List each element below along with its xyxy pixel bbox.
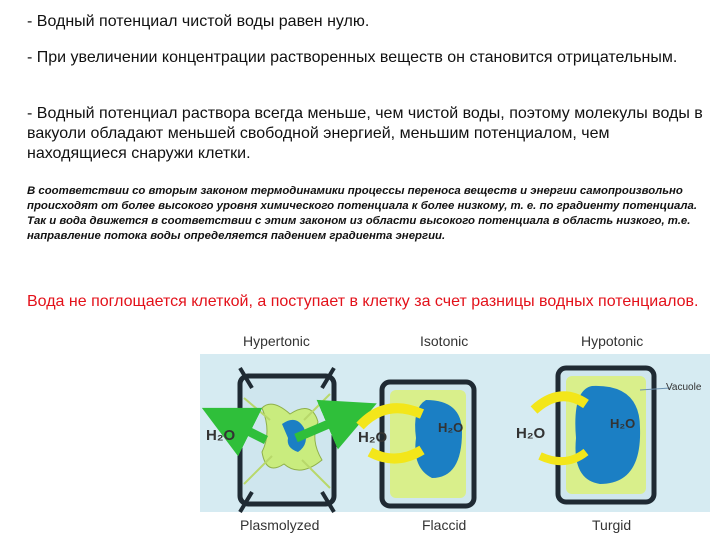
label-hypertonic: Hypertonic xyxy=(243,333,310,349)
label-hypotonic: Hypotonic xyxy=(581,333,644,349)
water-label-hypertonic: H₂O xyxy=(206,427,236,444)
paragraph-thermodynamics: В соответствии со вторым законом термодинамики процессы переноса веществ и энергии самопроизвольно происходят от более высокого уровня химического потенциала к более низкому, т. е. по градиенту потенциала. Так и вода движется в соответствии с этим законом из области высокого потенциала в область низкого, т.е. направление потока воды определяется падением градиента энергии. xyxy=(27,185,698,242)
inner-water-label-flaccid: H₂O xyxy=(438,420,464,435)
water-label-isotonic: H₂O xyxy=(358,429,388,446)
label-isotonic: Isotonic xyxy=(420,333,469,349)
water-label-hypotonic: H₂O xyxy=(516,425,546,442)
label-turgid: Turgid xyxy=(592,517,632,533)
vacuole-label: Vacuole xyxy=(666,382,702,393)
label-plasmolyzed: Plasmolyzed xyxy=(240,517,320,533)
paragraph-concentration-negative: - При увеличении концентрации растворенных веществ он становится отрицательным. xyxy=(27,49,678,66)
inner-water-label-turgid: H₂O xyxy=(610,416,636,431)
label-flaccid: Flaccid xyxy=(422,517,467,533)
paragraph-highlight-conclusion: Вода не поглощается клеткой, а поступает в клетку за счет разницы водных потенциалов. xyxy=(27,293,699,310)
osmosis-diagram xyxy=(200,328,710,540)
paragraph-water-potential-zero: - Водный потенциал чистой воды равен нулю. xyxy=(27,13,370,30)
paragraph-solution-potential: - Водный потенциал раствора всегда меньше, чем чистой воды, поэтому молекулы воды в вакуоли обладают меньшей свободной энергией, меньшим потенциалом, чем находящиеся снаружи клетки. xyxy=(27,105,703,162)
